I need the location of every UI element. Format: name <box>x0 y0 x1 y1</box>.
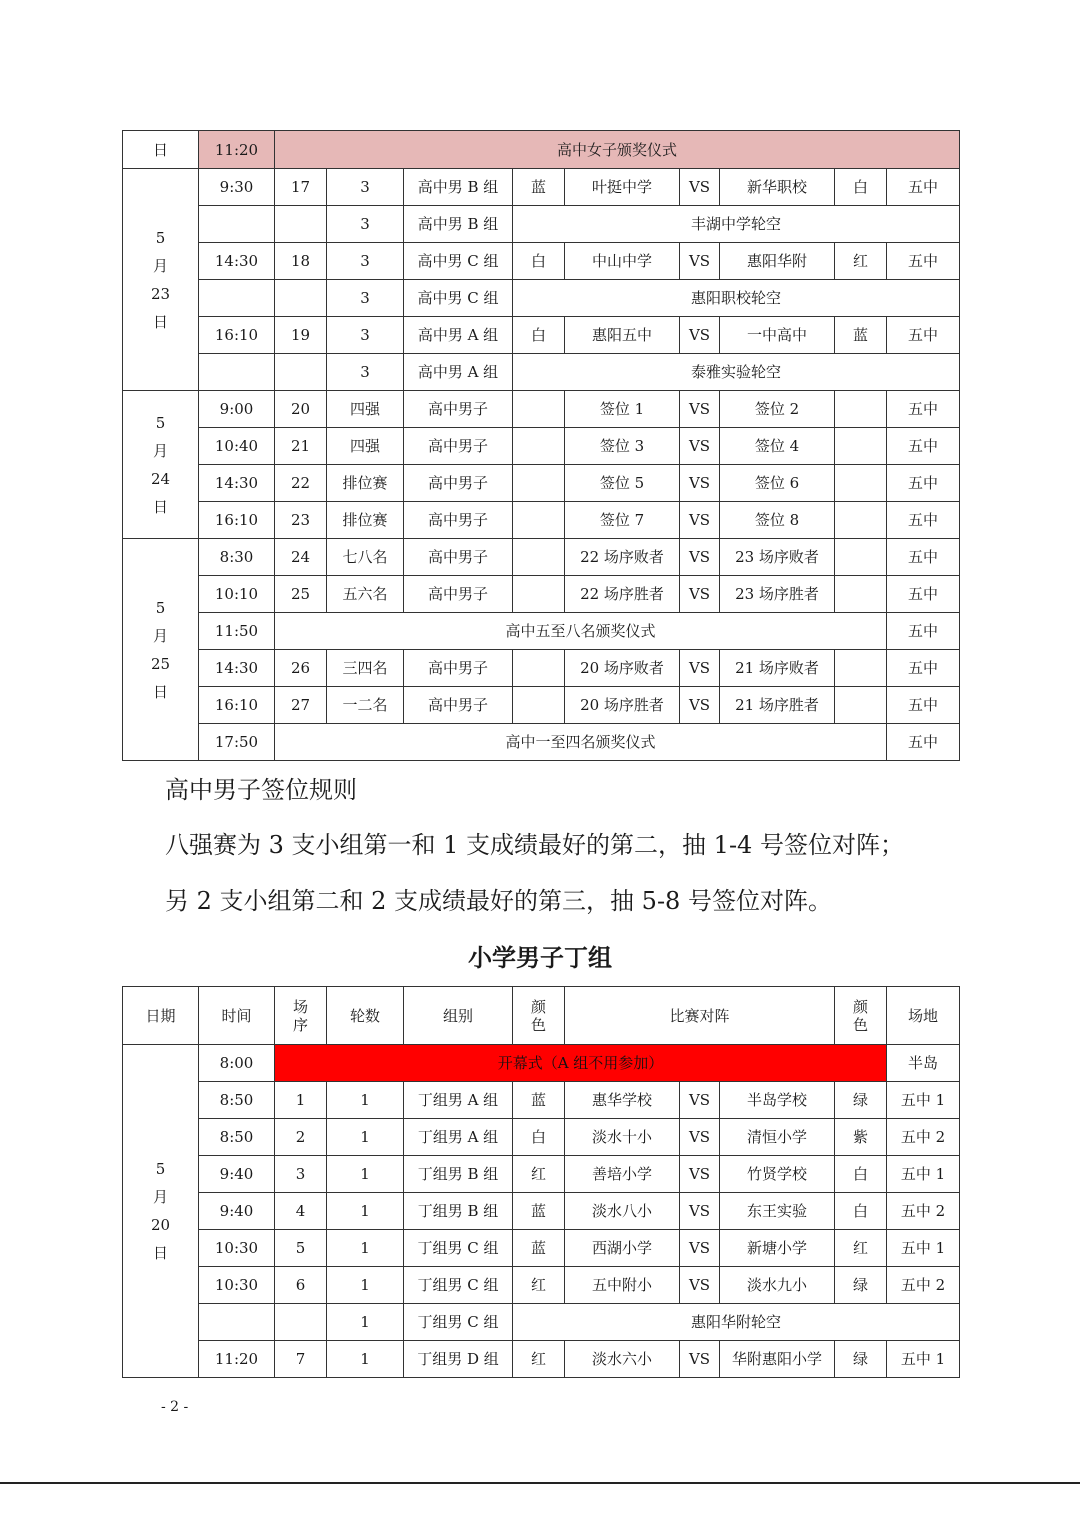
team-cell: 西湖小学 <box>565 1230 680 1267</box>
table-row <box>123 576 960 613</box>
team-cell: 惠阳华附 <box>720 243 835 280</box>
round-cell: 1 <box>327 1267 404 1304</box>
seq-cell: 26 <box>275 650 327 687</box>
vs-cell: VS <box>680 502 720 539</box>
table-row <box>123 1156 960 1193</box>
venue-cell: 五中 <box>887 428 960 465</box>
round-cell: 3 <box>327 280 404 317</box>
venue-cell: 五中 2 <box>887 1193 960 1230</box>
time-cell: 14:30 <box>199 465 275 502</box>
venue-cell: 五中 <box>887 391 960 428</box>
vs-cell: VS <box>680 650 720 687</box>
venue-cell: 五中 <box>887 502 960 539</box>
table-row <box>123 687 960 724</box>
venue-cell: 五中 <box>887 169 960 206</box>
vs-cell: VS <box>680 1082 720 1119</box>
venue-cell: 五中 2 <box>887 1267 960 1304</box>
seq-cell <box>275 280 327 317</box>
event-cell: 高中一至四名颁奖仪式 <box>275 724 887 761</box>
event-cell: 高中五至八名颁奖仪式 <box>275 613 887 650</box>
team-cell: 23 场序胜者 <box>720 576 835 613</box>
venue-cell: 五中 <box>887 724 960 761</box>
color-cell: 红 <box>835 1230 887 1267</box>
round-cell: 1 <box>327 1230 404 1267</box>
seq-cell: 22 <box>275 465 327 502</box>
color-cell: 红 <box>513 1156 565 1193</box>
round-cell: 3 <box>327 354 404 391</box>
team-cell: 23 场序败者 <box>720 539 835 576</box>
group-cell: 高中男子 <box>404 650 513 687</box>
seq-cell: 1 <box>275 1082 327 1119</box>
seq-cell: 17 <box>275 169 327 206</box>
header-cell: 场地 <box>887 987 960 1045</box>
rules-title: 高中男子签位规则 <box>165 776 357 804</box>
time-cell: 11:50 <box>199 613 275 650</box>
rules-line-2: 另 2 支小组第二和 2 支成绩最好的第三，抽 5-8 号签位对阵。 <box>165 887 832 915</box>
vs-cell: VS <box>680 1341 720 1378</box>
color-cell: 绿 <box>835 1082 887 1119</box>
vs-cell: VS <box>680 1230 720 1267</box>
team-cell: 21 场序胜者 <box>720 687 835 724</box>
venue-cell: 五中 <box>887 539 960 576</box>
header-cell: 日期 <box>123 987 199 1045</box>
seq-cell <box>275 206 327 243</box>
group-cell: 高中男子 <box>404 687 513 724</box>
group-cell: 高中男 A 组 <box>404 317 513 354</box>
time-cell <box>199 280 275 317</box>
color-cell: 白 <box>835 169 887 206</box>
table-row <box>123 613 960 650</box>
group-cell: 高中男子 <box>404 428 513 465</box>
time-cell: 8:30 <box>199 539 275 576</box>
color-cell <box>513 428 565 465</box>
team-cell: 签位 4 <box>720 428 835 465</box>
seq-cell: 23 <box>275 502 327 539</box>
team-cell: 惠阳五中 <box>565 317 680 354</box>
time-cell: 9:40 <box>199 1193 275 1230</box>
vs-cell: VS <box>680 428 720 465</box>
round-cell: 七八名 <box>327 539 404 576</box>
round-cell: 3 <box>327 243 404 280</box>
color-cell <box>835 539 887 576</box>
round-cell: 四强 <box>327 391 404 428</box>
seq-cell: 18 <box>275 243 327 280</box>
rules-line-1: 八强赛为 3 支小组第一和 1 支成绩最好的第二，抽 1-4 号签位对阵； <box>165 831 904 859</box>
color-cell: 绿 <box>835 1267 887 1304</box>
team-cell: 签位 1 <box>565 391 680 428</box>
color-cell: 白 <box>835 1193 887 1230</box>
table-row <box>123 1082 960 1119</box>
color-cell: 蓝 <box>513 1230 565 1267</box>
color-cell <box>835 576 887 613</box>
round-cell: 1 <box>327 1119 404 1156</box>
date-cell: 日 <box>123 131 199 169</box>
color-cell: 蓝 <box>513 169 565 206</box>
color-cell <box>513 502 565 539</box>
color-cell <box>835 650 887 687</box>
time-cell: 9:00 <box>199 391 275 428</box>
time-cell <box>199 206 275 243</box>
vs-cell: VS <box>680 576 720 613</box>
seq-cell: 5 <box>275 1230 327 1267</box>
header-cell: 轮数 <box>327 987 404 1045</box>
group-cell: 高中男子 <box>404 465 513 502</box>
time-cell <box>199 1304 275 1341</box>
table-row <box>123 724 960 761</box>
color-cell: 蓝 <box>835 317 887 354</box>
group-cell: 高中男 C 组 <box>404 243 513 280</box>
vs-cell: VS <box>680 1119 720 1156</box>
color-cell <box>835 687 887 724</box>
schedule-body <box>123 987 960 1378</box>
vs-cell: VS <box>680 243 720 280</box>
round-cell: 1 <box>327 1156 404 1193</box>
round-cell: 排位赛 <box>327 465 404 502</box>
round-cell: 3 <box>327 206 404 243</box>
color-cell <box>835 465 887 502</box>
color-cell: 红 <box>513 1267 565 1304</box>
time-cell: 17:50 <box>199 724 275 761</box>
time-cell: 11:20 <box>199 131 275 169</box>
vs-cell: VS <box>680 391 720 428</box>
venue-cell: 五中 <box>887 465 960 502</box>
header-cell: 比赛对阵 <box>565 987 835 1045</box>
seq-cell: 7 <box>275 1341 327 1378</box>
seq-cell: 19 <box>275 317 327 354</box>
table-row <box>123 465 960 502</box>
time-cell: 10:40 <box>199 428 275 465</box>
time-cell: 14:30 <box>199 243 275 280</box>
team-cell: 半岛学校 <box>720 1082 835 1119</box>
group-cell: 丁组男 B 组 <box>404 1156 513 1193</box>
round-cell: 一二名 <box>327 687 404 724</box>
header-cell: 场 序 <box>275 987 327 1045</box>
color-cell <box>513 391 565 428</box>
page-number: - 2 - <box>161 1399 189 1415</box>
table-row <box>123 428 960 465</box>
vs-cell: VS <box>680 317 720 354</box>
seq-cell: 25 <box>275 576 327 613</box>
round-cell: 四强 <box>327 428 404 465</box>
round-cell: 3 <box>327 317 404 354</box>
seq-cell: 24 <box>275 539 327 576</box>
seq-cell: 2 <box>275 1119 327 1156</box>
group-cell: 高中男 B 组 <box>404 206 513 243</box>
table-row <box>123 131 960 169</box>
venue-cell: 五中 1 <box>887 1082 960 1119</box>
table-row <box>123 206 960 243</box>
color-cell: 绿 <box>835 1341 887 1378</box>
vs-cell: VS <box>680 1193 720 1230</box>
group-cell: 丁组男 B 组 <box>404 1193 513 1230</box>
table-row <box>123 391 960 428</box>
team-cell: 22 场序败者 <box>565 539 680 576</box>
header-cell: 时间 <box>199 987 275 1045</box>
team-cell: 中山中学 <box>565 243 680 280</box>
team-cell: 东王实验 <box>720 1193 835 1230</box>
team-cell: 20 场序胜者 <box>565 687 680 724</box>
table-row <box>123 1045 960 1082</box>
team-cell: 22 场序胜者 <box>565 576 680 613</box>
time-cell: 10:30 <box>199 1230 275 1267</box>
team-cell: 一中高中 <box>720 317 835 354</box>
venue-cell: 半岛 <box>887 1045 960 1082</box>
header-cell: 颜 色 <box>513 987 565 1045</box>
seq-cell <box>275 1304 327 1341</box>
team-cell: 惠华学校 <box>565 1082 680 1119</box>
color-cell <box>835 502 887 539</box>
venue-cell: 五中 1 <box>887 1156 960 1193</box>
group-cell: 丁组男 C 组 <box>404 1230 513 1267</box>
time-cell: 9:30 <box>199 169 275 206</box>
round-cell: 五六名 <box>327 576 404 613</box>
table-row <box>123 650 960 687</box>
team-cell: 签位 3 <box>565 428 680 465</box>
team-cell: 签位 6 <box>720 465 835 502</box>
time-cell: 14:30 <box>199 650 275 687</box>
team-cell: 签位 7 <box>565 502 680 539</box>
group-cell: 高中男 B 组 <box>404 169 513 206</box>
color-cell <box>513 650 565 687</box>
group-cell: 高中男 C 组 <box>404 280 513 317</box>
team-cell: 竹贤学校 <box>720 1156 835 1193</box>
color-cell: 蓝 <box>513 1082 565 1119</box>
table-row <box>123 1193 960 1230</box>
date-cell: 5 月 25 日 <box>123 539 199 761</box>
team-cell: 善培小学 <box>565 1156 680 1193</box>
section-title: 小学男子丁组 <box>468 943 612 972</box>
team-cell: 新华职校 <box>720 169 835 206</box>
time-cell: 10:30 <box>199 1267 275 1304</box>
table-row <box>123 1267 960 1304</box>
color-cell: 紫 <box>835 1119 887 1156</box>
time-cell: 8:00 <box>199 1045 275 1082</box>
venue-cell: 五中 <box>887 687 960 724</box>
color-cell <box>835 391 887 428</box>
date-cell: 5 月 23 日 <box>123 169 199 391</box>
group-cell: 高中男子 <box>404 502 513 539</box>
time-cell: 16:10 <box>199 317 275 354</box>
table-row <box>123 1230 960 1267</box>
team-cell: 淡水九小 <box>720 1267 835 1304</box>
team-cell: 21 场序败者 <box>720 650 835 687</box>
group-cell: 丁组男 D 组 <box>404 1341 513 1378</box>
table-row <box>123 169 960 206</box>
time-cell: 8:50 <box>199 1082 275 1119</box>
group-cell: 丁组男 C 组 <box>404 1304 513 1341</box>
team-cell: 清恒小学 <box>720 1119 835 1156</box>
time-cell: 10:10 <box>199 576 275 613</box>
team-cell: 淡水十小 <box>565 1119 680 1156</box>
opening-cell: 开幕式（A 组不用参加） <box>275 1045 887 1082</box>
table-row <box>123 1304 960 1341</box>
venue-cell: 五中 <box>887 650 960 687</box>
color-cell: 白 <box>513 1119 565 1156</box>
seq-cell: 4 <box>275 1193 327 1230</box>
group-cell: 丁组男 A 组 <box>404 1082 513 1119</box>
round-cell: 三四名 <box>327 650 404 687</box>
round-cell: 3 <box>327 169 404 206</box>
team-cell: 签位 2 <box>720 391 835 428</box>
team-cell: 淡水六小 <box>565 1341 680 1378</box>
seq-cell: 21 <box>275 428 327 465</box>
date-cell: 5 月 20 日 <box>123 1045 199 1378</box>
round-cell: 1 <box>327 1193 404 1230</box>
table-row <box>123 280 960 317</box>
venue-cell: 五中 1 <box>887 1230 960 1267</box>
header-cell: 颜 色 <box>835 987 887 1045</box>
color-cell: 红 <box>513 1341 565 1378</box>
vs-cell: VS <box>680 1267 720 1304</box>
vs-cell: VS <box>680 465 720 502</box>
table-row <box>123 243 960 280</box>
color-cell <box>835 428 887 465</box>
group-cell: 高中男子 <box>404 539 513 576</box>
seq-cell: 27 <box>275 687 327 724</box>
time-cell: 16:10 <box>199 687 275 724</box>
time-cell: 11:20 <box>199 1341 275 1378</box>
footer-divider <box>0 1482 1080 1484</box>
bye-cell: 惠阳职校轮空 <box>513 280 960 317</box>
date-cell: 5 月 24 日 <box>123 391 199 539</box>
team-cell: 淡水八小 <box>565 1193 680 1230</box>
group-cell: 高中男 A 组 <box>404 354 513 391</box>
table-row <box>123 317 960 354</box>
team-cell: 五中附小 <box>565 1267 680 1304</box>
table-row <box>123 987 960 1045</box>
table-row <box>123 1341 960 1378</box>
group-cell: 丁组男 A 组 <box>404 1119 513 1156</box>
round-cell: 1 <box>327 1341 404 1378</box>
team-cell: 签位 5 <box>565 465 680 502</box>
header-cell: 组别 <box>404 987 513 1045</box>
schedule-table-high-school <box>122 130 960 761</box>
color-cell: 白 <box>513 317 565 354</box>
color-cell: 白 <box>513 243 565 280</box>
venue-cell: 五中 2 <box>887 1119 960 1156</box>
color-cell: 白 <box>835 1156 887 1193</box>
venue-cell: 五中 <box>887 576 960 613</box>
bye-cell: 丰湖中学轮空 <box>513 206 960 243</box>
team-cell: 华附惠阳小学 <box>720 1341 835 1378</box>
table-row <box>123 539 960 576</box>
vs-cell: VS <box>680 539 720 576</box>
seq-cell: 20 <box>275 391 327 428</box>
team-cell: 签位 8 <box>720 502 835 539</box>
seq-cell: 6 <box>275 1267 327 1304</box>
round-cell: 1 <box>327 1082 404 1119</box>
schedule-table-primary-d <box>122 986 960 1378</box>
vs-cell: VS <box>680 1156 720 1193</box>
team-cell: 20 场序败者 <box>565 650 680 687</box>
venue-cell: 五中 <box>887 613 960 650</box>
time-cell: 8:50 <box>199 1119 275 1156</box>
color-cell: 红 <box>835 243 887 280</box>
venue-cell: 五中 1 <box>887 1341 960 1378</box>
round-cell: 1 <box>327 1304 404 1341</box>
vs-cell: VS <box>680 169 720 206</box>
seq-cell <box>275 354 327 391</box>
venue-cell: 五中 <box>887 317 960 354</box>
venue-cell: 五中 <box>887 243 960 280</box>
table-row <box>123 502 960 539</box>
time-cell: 16:10 <box>199 502 275 539</box>
schedule-body <box>123 131 960 761</box>
color-cell <box>513 539 565 576</box>
color-cell <box>513 687 565 724</box>
seq-cell: 3 <box>275 1156 327 1193</box>
table-row <box>123 354 960 391</box>
color-cell <box>513 465 565 502</box>
table-row <box>123 1119 960 1156</box>
group-cell: 丁组男 C 组 <box>404 1267 513 1304</box>
event-cell: 高中女子颁奖仪式 <box>275 131 960 169</box>
time-cell: 9:40 <box>199 1156 275 1193</box>
bye-cell: 泰雅实验轮空 <box>513 354 960 391</box>
group-cell: 高中男子 <box>404 391 513 428</box>
round-cell: 排位赛 <box>327 502 404 539</box>
vs-cell: VS <box>680 687 720 724</box>
team-cell: 叶挺中学 <box>565 169 680 206</box>
color-cell <box>513 576 565 613</box>
color-cell: 蓝 <box>513 1193 565 1230</box>
bye-cell: 惠阳华附轮空 <box>513 1304 960 1341</box>
group-cell: 高中男子 <box>404 576 513 613</box>
time-cell <box>199 354 275 391</box>
team-cell: 新塘小学 <box>720 1230 835 1267</box>
